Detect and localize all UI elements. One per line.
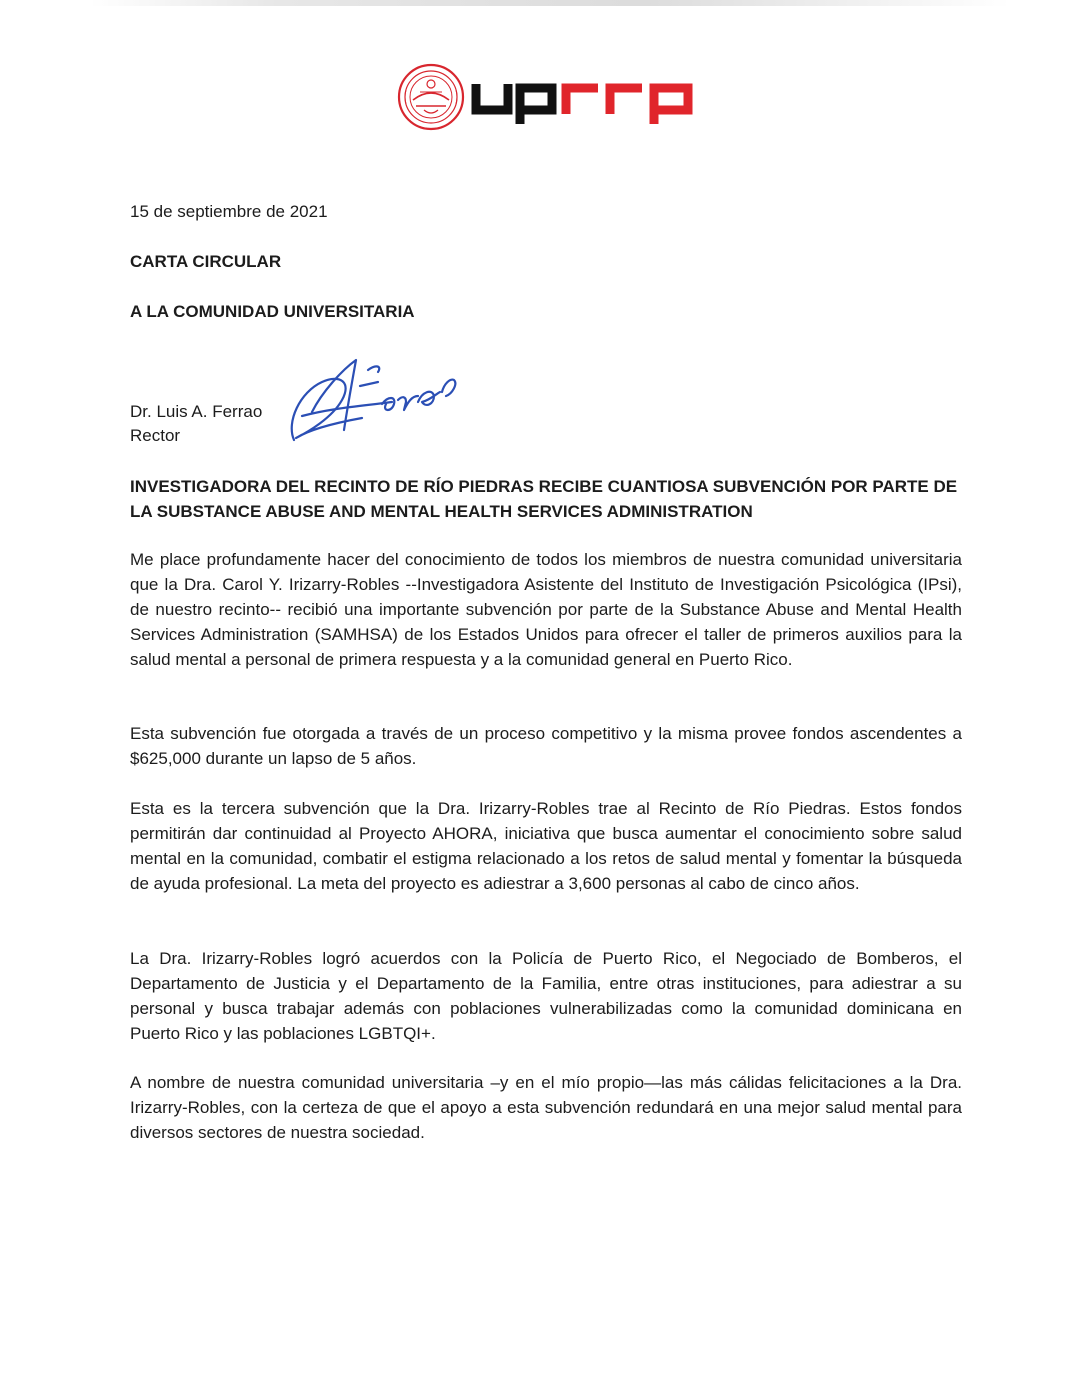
sender-block [130,400,262,448]
sender-name: Dr. Luis A. Ferrao [130,402,263,421]
wordmark-uprrp [476,84,688,124]
body-paragraph-2: Esta subvención fue otorgada a través de un proceso competitivo y la misma provee fondos ascendentes a $625,000 durante un lapso de 5 años. [130,724,962,768]
letter-headline: INVESTIGADORA DEL RECINTO DE RÍO PIEDRAS RECIBE CUANTIOSA SUBVENCIÓN POR PARTE DE LA SUBSTANCE ABUSE AND MENTAL HEALTH SERVICES ADMINISTRATION [130,477,958,521]
scan-edge-line [90,0,1010,6]
sender-title: Rector [130,426,181,445]
body-paragraph-5: A nombre de nuestra comunidad universitaria –y en el mío propio—las más cálidas felicitaciones a la Dra. Irizarry-Robles, con la certeza de que el apoyo a esta subvención redundará en una mejor salud mental para diversos sectores de nuestra sociedad. [130,1073,962,1142]
body-paragraph-3: Esta es la tercera subvención que la Dra. Irizarry-Robles trae al Recinto de Río Piedras. Estos fondos permitirán dar continuidad al Proyecto AHORA, iniciativa que busca aumentar el conocimiento sobre salud mental en la comunidad, combatir el estigma relacionado a los retos de salud mental y fomentar la búsqueda de ayuda profesional. La meta del proyecto es adiestrar a 3,600 personas al cabo de cinco años. [130,799,962,893]
body-paragraph-4: La Dra. Irizarry-Robles logró acuerdos con la Policía de Puerto Rico, el Negociado de Bomberos, el Departamento de Justicia y el Departamento de la Familia, entre otras instituciones, para adiestrar a su personal y busca trabajar además con poblaciones vulnerabilizadas como la comunidad dominicana en Puerto Rico y las poblaciones LGBTQI+. [130,949,962,1043]
handwritten-signature [282,352,472,452]
letter-date: 15 de septiembre de 2021 [130,202,328,221]
university-seal-icon [399,65,463,129]
body-paragraph-1: Me place profundamente hacer del conocimiento de todos los miembros de nuestra comunidad universitaria que la Dra. Carol Y. Irizarry-Robles --Investigadora Asistente del Instituto de Investigación Psicológica (IPsi), de nuestro recinto-- recibió una importante subvención por parte de la Substance Abuse and Mental Health Services Administration (SAMHSA) de los Estados Unidos para ofrecer el taller de primeros auxilios para la salud mental a personal de primera respuesta y a la comunidad general en Puerto Rico. [130,550,962,669]
letter-audience: A LA COMUNIDAD UNIVERSITARIA [130,302,415,321]
letter-type: CARTA CIRCULAR [130,252,282,271]
uprrp-logo [396,62,696,132]
